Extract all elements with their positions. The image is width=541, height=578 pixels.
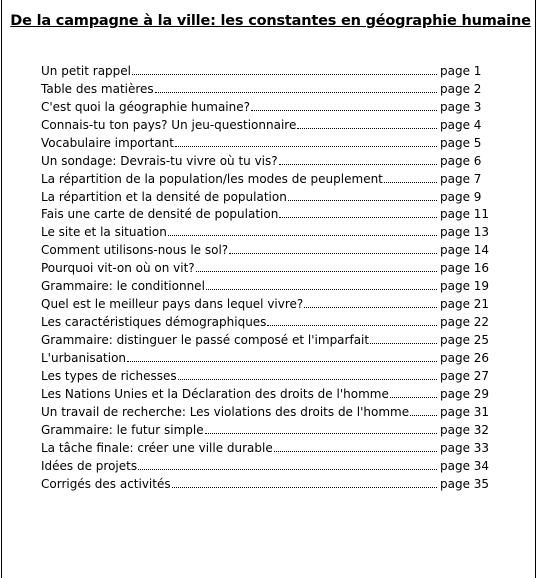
toc-entry bbox=[41, 60, 496, 78]
toc-entry-label: L'urbanisation bbox=[41, 350, 127, 365]
toc-entry bbox=[41, 365, 496, 383]
toc-entry bbox=[41, 401, 496, 419]
toc-entry bbox=[41, 239, 496, 257]
toc-leader-dots bbox=[196, 270, 437, 272]
toc-entry-label: Fais une carte de densité de population bbox=[41, 207, 279, 222]
toc-leader-dots bbox=[127, 360, 437, 362]
toc-entry bbox=[41, 150, 496, 168]
toc-entry-page: page 4 bbox=[440, 117, 482, 132]
toc-leader-dots bbox=[206, 288, 437, 290]
toc-leader-dots bbox=[155, 91, 437, 93]
toc-leader-dots bbox=[229, 252, 437, 254]
toc-entry-label: Les Nations Unies et la Déclaration des droits de l'homme bbox=[41, 386, 389, 401]
toc-entry-label: Vocabulaire important bbox=[41, 135, 174, 150]
toc-entry bbox=[41, 473, 496, 491]
toc-entry-page: page 35 bbox=[440, 476, 490, 491]
toc-entry bbox=[41, 114, 496, 132]
toc-leader-dots bbox=[138, 468, 437, 470]
toc-leader-dots bbox=[297, 127, 437, 129]
toc-entry-page: page 25 bbox=[440, 333, 490, 347]
toc-leader-dots bbox=[274, 450, 437, 452]
toc-entry-label: Grammaire: distinguer le passé composé et l'imparfait bbox=[41, 333, 370, 347]
toc-entry-page: page 27 bbox=[440, 368, 490, 383]
toc-leader-dots bbox=[178, 378, 437, 380]
toc-leader-dots bbox=[410, 414, 437, 416]
toc-entry-page: page 29 bbox=[440, 386, 490, 401]
toc-entry-page: page 34 bbox=[440, 458, 490, 473]
toc-entry-page: page 33 bbox=[440, 440, 490, 455]
toc-entry bbox=[41, 383, 496, 401]
toc-leader-dots bbox=[168, 234, 437, 236]
toc-leader-dots bbox=[390, 396, 437, 398]
toc-entry-page: page 11 bbox=[440, 207, 490, 222]
toc-entry-label: Le site et la situation bbox=[41, 225, 167, 240]
toc-entry-page: page 22 bbox=[440, 315, 490, 330]
toc-entry bbox=[41, 186, 496, 204]
toc-entry-label: Comment utilisons-nous le sol? bbox=[41, 243, 229, 258]
toc-entry-page: page 19 bbox=[440, 279, 490, 294]
toc-entry-label: Connais-tu ton pays? Un jeu-questionnaire bbox=[41, 117, 297, 132]
toc-leader-dots bbox=[175, 145, 437, 147]
document-title: De la campagne à la ville: les constantes en géographie humaine bbox=[10, 13, 531, 29]
toc-entry bbox=[41, 168, 496, 186]
toc-entry-label: Un sondage: Devrais-tu vivre où tu vis? bbox=[41, 153, 278, 168]
toc-leader-dots bbox=[267, 324, 437, 326]
toc-entry-page: page 6 bbox=[440, 153, 482, 168]
toc-leader-dots bbox=[279, 216, 437, 218]
toc-entry-label: Grammaire: le futur simple bbox=[41, 422, 204, 437]
toc-entry-page: page 16 bbox=[440, 261, 490, 276]
toc-entry bbox=[41, 275, 496, 293]
toc-entry-page: page 9 bbox=[440, 189, 482, 204]
toc-entry bbox=[41, 78, 496, 96]
toc-entry-page: page 31 bbox=[440, 404, 490, 419]
toc-entry-page: page 13 bbox=[440, 225, 490, 240]
toc-entry-page: page 1 bbox=[440, 63, 482, 78]
toc-entry-label: Un petit rappel bbox=[41, 63, 131, 78]
toc-entry-label: Pourquoi vit-on où on vit? bbox=[41, 261, 195, 276]
toc-entry bbox=[41, 96, 496, 114]
toc-entry bbox=[41, 437, 496, 455]
toc-entry bbox=[41, 204, 496, 222]
toc-entry-page: page 5 bbox=[440, 135, 482, 150]
toc-entry-page: page 21 bbox=[440, 297, 490, 312]
toc-entry bbox=[41, 221, 496, 239]
toc-leader-dots bbox=[304, 306, 437, 308]
toc-entry-label: Grammaire: le conditionnel bbox=[41, 279, 205, 294]
toc-leader-dots bbox=[370, 342, 437, 344]
toc-entry bbox=[41, 347, 496, 365]
toc-entry-label: Les types de richesses bbox=[41, 368, 177, 383]
toc-entry-label: Idées de projets bbox=[41, 458, 138, 473]
toc-leader-dots bbox=[172, 486, 437, 488]
toc-leader-dots bbox=[288, 199, 437, 201]
toc-entry bbox=[41, 419, 496, 437]
toc-leader-dots bbox=[132, 73, 437, 75]
toc-entry-page: page 26 bbox=[440, 350, 490, 365]
toc-entry-label: Quel est le meilleur pays dans lequel vivre? bbox=[41, 297, 304, 312]
toc-entry-label: La répartition de la population/les modes de peuplement bbox=[41, 171, 383, 186]
toc-entry-page: page 14 bbox=[440, 243, 490, 258]
toc-entry-label: C'est quoi la géographie humaine? bbox=[41, 99, 250, 114]
toc-entry-page: page 3 bbox=[440, 99, 482, 114]
toc-entry-label: Corrigés des activités bbox=[41, 476, 171, 491]
toc-entry-label: Un travail de recherche: Les violations des droits de l'homme bbox=[41, 404, 410, 419]
toc-entry-label: Table des matières bbox=[41, 81, 154, 96]
toc-leader-dots bbox=[205, 432, 437, 434]
toc-entry-page: page 32 bbox=[440, 422, 490, 437]
toc-entry bbox=[41, 329, 496, 347]
toc-entry-label: La répartition et la densité de population bbox=[41, 189, 287, 204]
toc-entry bbox=[41, 311, 496, 329]
toc-leader-dots bbox=[279, 163, 437, 165]
toc-entry bbox=[41, 257, 496, 275]
toc-entry-label: Les caractéristiques démographiques bbox=[41, 315, 267, 330]
toc-leader-dots bbox=[384, 181, 437, 183]
toc-entry bbox=[41, 132, 496, 150]
toc-entry bbox=[41, 293, 496, 311]
table-of-contents bbox=[41, 60, 496, 491]
toc-entry-page: page 2 bbox=[440, 81, 482, 96]
toc-entry-page: page 7 bbox=[440, 171, 482, 186]
toc-leader-dots bbox=[251, 109, 437, 111]
toc-entry bbox=[41, 455, 496, 473]
toc-entry-label: La tâche finale: créer une ville durable bbox=[41, 440, 273, 455]
